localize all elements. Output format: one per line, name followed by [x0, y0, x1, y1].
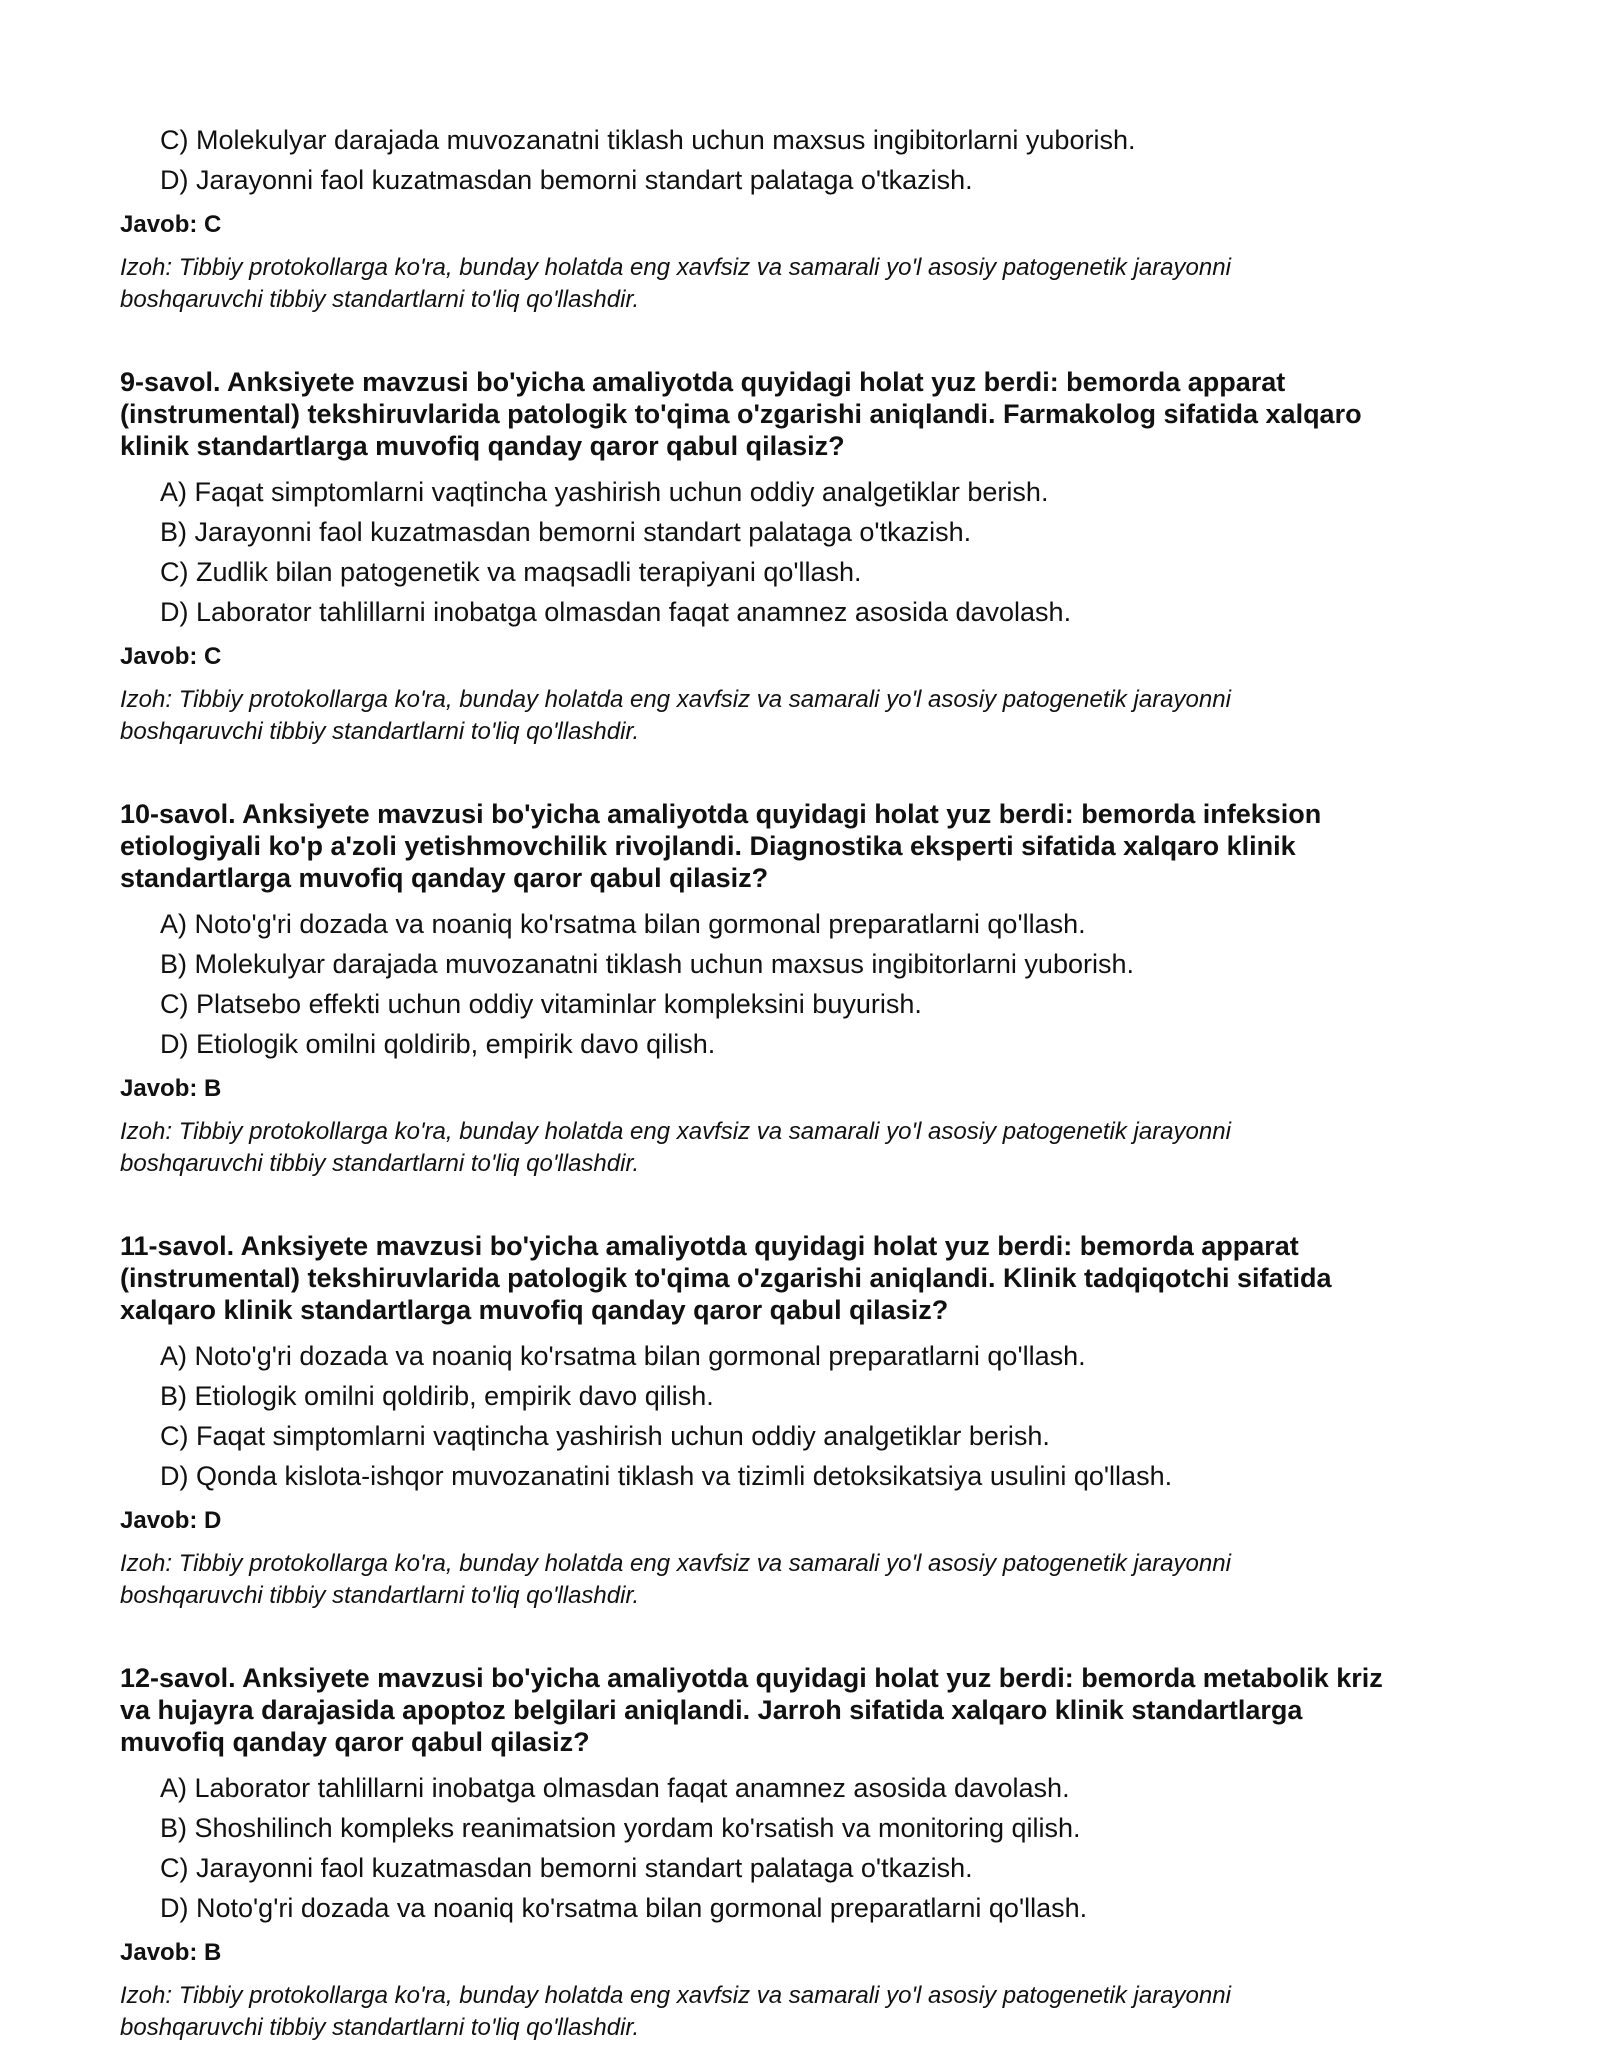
explanation-note: [120, 684, 1490, 748]
question-title: [120, 798, 1490, 894]
note-line: boshqaruvchi tibbiy standartlarni to'liq qo'llashdir.: [120, 2014, 640, 2041]
option-d: D) Qonda kislota-ishqor muvozanatini tiklash va tizimli detoksikatsiya usulini qo'llash.: [160, 1461, 1173, 1491]
option-d: D) Jarayonni faol kuzatmasdan bemorni standart palataga o'tkazish.: [160, 165, 973, 195]
option-c: C) Jarayonni faol kuzatmasdan bemorni standart palataga o'tkazish.: [160, 1853, 973, 1883]
question-11: [120, 1230, 1490, 1612]
option-a: A) Laborator tahlillarni inobatga olmasdan faqat anamnez asosida davolash.: [160, 1773, 1070, 1803]
question-title: [120, 1662, 1490, 1758]
option-b: B) Etiologik omilni qoldirib, empirik davo qilish.: [160, 1381, 714, 1411]
note-line: Izoh: Tibbiy protokollarga ko'ra, bunday holatda eng xavfsiz va samarali yo'l asosiy patogenetik jarayonni: [120, 254, 1231, 281]
answer-key: Javob: D: [120, 1507, 222, 1534]
question-title-line: muvofiq qanday qaror qabul qilasiz?: [120, 1727, 590, 1757]
question-title-line: 10-savol. Anksiyete mavzusi bo'yicha amaliyotda quyidagi holat yuz berdi: bemorda infeksion: [120, 799, 1322, 829]
question-12: [120, 1662, 1490, 2044]
option-b: B) Molekulyar darajada muvozanatni tiklash uchun maxsus ingibitorlarni yuborish.: [160, 949, 1134, 979]
answer-key: Javob: B: [120, 1939, 222, 1966]
question-title: [120, 1230, 1490, 1326]
option-b: B) Shoshilinch kompleks reanimatsion yordam ko'rsatish va monitoring qilish.: [160, 1813, 1081, 1843]
question-title: [120, 366, 1490, 462]
question-title-line: (instrumental) tekshiruvlarida patologik to'qima o'zgarishi aniqlandi. Farmakolog sifatida xalqaro: [120, 399, 1362, 429]
document-page: [120, 120, 1490, 2044]
note-line: boshqaruvchi tibbiy standartlarni to'liq qo'llashdir.: [120, 718, 640, 745]
answer-key: Javob: B: [120, 1075, 222, 1102]
question-title-line: 11-savol. Anksiyete mavzusi bo'yicha amaliyotda quyidagi holat yuz berdi: bemorda apparat: [120, 1231, 1299, 1261]
option-c: C) Faqat simptomlarni vaqtincha yashirish uchun oddiy analgetiklar berish.: [160, 1421, 1050, 1451]
answer-options: [120, 120, 1490, 200]
answer-options: [120, 904, 1490, 1064]
explanation-note: [120, 1980, 1490, 2044]
question-8-continuation: [120, 120, 1490, 316]
answer-key: Javob: C: [120, 211, 222, 238]
question-9: [120, 366, 1490, 748]
option-c: C) Platsebo effekti uchun oddiy vitaminlar kompleksini buyurish.: [160, 989, 922, 1019]
note-line: Izoh: Tibbiy protokollarga ko'ra, bunday holatda eng xavfsiz va samarali yo'l asosiy patogenetik jarayonni: [120, 1550, 1231, 1577]
option-c: C) Molekulyar darajada muvozanatni tiklash uchun maxsus ingibitorlarni yuborish.: [160, 125, 1136, 155]
answer-key: Javob: C: [120, 643, 222, 670]
answer-options: [120, 472, 1490, 632]
answer-options: [120, 1768, 1490, 1928]
option-b: B) Jarayonni faol kuzatmasdan bemorni standart palataga o'tkazish.: [160, 517, 972, 547]
note-line: Izoh: Tibbiy protokollarga ko'ra, bunday holatda eng xavfsiz va samarali yo'l asosiy patogenetik jarayonni: [120, 686, 1231, 713]
explanation-note: [120, 1548, 1490, 1612]
question-title-line: klinik standartlarga muvofiq qanday qaror qabul qilasiz?: [120, 431, 845, 461]
note-line: Izoh: Tibbiy protokollarga ko'ra, bunday holatda eng xavfsiz va samarali yo'l asosiy patogenetik jarayonni: [120, 1118, 1231, 1145]
question-title-line: 12-savol. Anksiyete mavzusi bo'yicha amaliyotda quyidagi holat yuz berdi: bemorda metabolik kriz: [120, 1663, 1383, 1693]
option-a: A) Faqat simptomlarni vaqtincha yashirish uchun oddiy analgetiklar berish.: [160, 477, 1049, 507]
question-title-line: (instrumental) tekshiruvlarida patologik to'qima o'zgarishi aniqlandi. Klinik tadqiqotchi sifatida: [120, 1263, 1332, 1293]
option-a: A) Noto'g'ri dozada va noaniq ko'rsatma bilan gormonal preparatlarni qo'llash.: [160, 1341, 1086, 1371]
question-title-line: xalqaro klinik standartlarga muvofiq qanday qaror qabul qilasiz?: [120, 1295, 949, 1325]
note-line: boshqaruvchi tibbiy standartlarni to'liq qo'llashdir.: [120, 1582, 640, 1609]
option-d: D) Noto'g'ri dozada va noaniq ko'rsatma bilan gormonal preparatlarni qo'llash.: [160, 1893, 1088, 1923]
question-title-line: standartlarga muvofiq qanday qaror qabul qilasiz?: [120, 863, 769, 893]
option-c: C) Zudlik bilan patogenetik va maqsadli terapiyani qo'llash.: [160, 557, 862, 587]
explanation-note: [120, 1116, 1490, 1180]
option-d: D) Laborator tahlillarni inobatga olmasdan faqat anamnez asosida davolash.: [160, 597, 1072, 627]
answer-options: [120, 1336, 1490, 1496]
option-a: A) Noto'g'ri dozada va noaniq ko'rsatma bilan gormonal preparatlarni qo'llash.: [160, 909, 1086, 939]
note-line: Izoh: Tibbiy protokollarga ko'ra, bunday holatda eng xavfsiz va samarali yo'l asosiy patogenetik jarayonni: [120, 1982, 1231, 2009]
note-line: boshqaruvchi tibbiy standartlarni to'liq qo'llashdir.: [120, 1150, 640, 1177]
question-title-line: etiologiyali ko'p a'zoli yetishmovchilik rivojlandi. Diagnostika eksperti sifatida xalqaro klinik: [120, 831, 1296, 861]
question-10: [120, 798, 1490, 1180]
question-title-line: va hujayra darajasida apoptoz belgilari aniqlandi. Jarroh sifatida xalqaro klinik standartlarga: [120, 1695, 1303, 1725]
option-d: D) Etiologik omilni qoldirib, empirik davo qilish.: [160, 1029, 716, 1059]
note-line: boshqaruvchi tibbiy standartlarni to'liq qo'llashdir.: [120, 286, 640, 313]
question-title-line: 9-savol. Anksiyete mavzusi bo'yicha amaliyotda quyidagi holat yuz berdi: bemorda apparat: [120, 367, 1286, 397]
explanation-note: [120, 252, 1490, 316]
